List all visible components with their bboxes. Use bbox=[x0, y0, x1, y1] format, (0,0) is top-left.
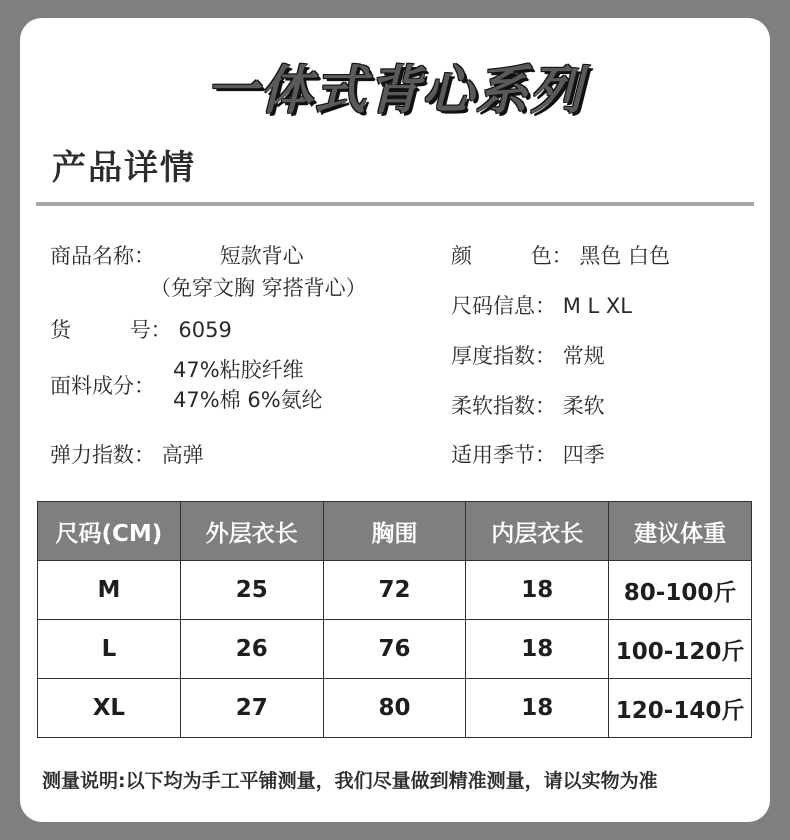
table-row bbox=[38, 679, 752, 738]
size-info-value: M L XL bbox=[562, 294, 632, 318]
season-value: 四季 bbox=[562, 443, 605, 467]
color-row bbox=[451, 240, 670, 270]
cell-bust: 72 bbox=[323, 561, 466, 620]
cell-weight: 80-100斤 bbox=[609, 561, 752, 620]
product-detail-card bbox=[20, 18, 770, 822]
elastic-value: 高弹 bbox=[161, 443, 204, 467]
cell-inner-length: 18 bbox=[466, 620, 609, 679]
cell-size: L bbox=[38, 620, 181, 679]
season-label: 适用季节： bbox=[451, 443, 556, 467]
cell-size: XL bbox=[38, 679, 181, 738]
season-row bbox=[451, 439, 605, 469]
softness-label: 柔软指数： bbox=[451, 394, 556, 418]
cell-outer-length: 25 bbox=[180, 561, 323, 620]
cell-bust: 76 bbox=[323, 620, 466, 679]
color-label-a: 颜 bbox=[451, 244, 472, 268]
elastic-row bbox=[50, 439, 204, 469]
table-row bbox=[38, 620, 752, 679]
cell-outer-length: 26 bbox=[180, 620, 323, 679]
fabric-line1: 47%粘胶纤维 bbox=[173, 358, 304, 382]
product-name-row bbox=[50, 240, 304, 270]
thickness-value: 常规 bbox=[562, 344, 605, 368]
sku-row bbox=[50, 314, 232, 344]
product-name-value: 短款背心 bbox=[219, 244, 304, 268]
sku-value: 6059 bbox=[178, 318, 232, 342]
product-name-sub: （免穿文胸 穿搭背心） bbox=[150, 276, 367, 300]
cell-weight: 100-120斤 bbox=[609, 620, 752, 679]
cell-outer-length: 27 bbox=[180, 679, 323, 738]
size-table-header-row bbox=[38, 502, 752, 561]
header-weight: 建议体重 bbox=[609, 502, 752, 561]
size-info-label: 尺码信息： bbox=[451, 294, 556, 318]
header-bust: 胸围 bbox=[323, 502, 466, 561]
color-label-b: 色： bbox=[530, 244, 573, 268]
thickness-row bbox=[451, 340, 605, 370]
size-table bbox=[37, 501, 752, 738]
cell-bust: 80 bbox=[323, 679, 466, 738]
cell-size: M bbox=[38, 561, 181, 620]
section-title: 产品详情 bbox=[52, 148, 196, 188]
elastic-label: 弹力指数： bbox=[50, 443, 155, 467]
color-value: 黑色 白色 bbox=[579, 244, 671, 268]
cell-inner-length: 18 bbox=[466, 561, 609, 620]
measurement-note: 测量说明:以下均为手工平铺测量，我们尽量做到精准测量，请以实物为准 bbox=[42, 770, 658, 792]
header-outer-length: 外层衣长 bbox=[180, 502, 323, 561]
header-size: 尺码(CM) bbox=[38, 502, 181, 561]
size-info-row bbox=[451, 290, 632, 320]
fabric-line2: 47%棉 6%氨纶 bbox=[173, 388, 323, 412]
softness-row bbox=[451, 390, 605, 420]
product-name-label: 商品名称： bbox=[50, 244, 155, 268]
thickness-label: 厚度指数： bbox=[451, 344, 556, 368]
softness-value: 柔软 bbox=[562, 394, 605, 418]
divider bbox=[36, 202, 754, 206]
fabric-label: 面料成分： bbox=[50, 374, 155, 398]
sku-label-b: 号： bbox=[129, 318, 172, 342]
banner-title: 一体式背心系列 bbox=[205, 61, 584, 121]
sku-label-a: 货 bbox=[50, 318, 71, 342]
header-inner-length: 内层衣长 bbox=[466, 502, 609, 561]
cell-inner-length: 18 bbox=[466, 679, 609, 738]
cell-weight: 120-140斤 bbox=[609, 679, 752, 738]
table-row bbox=[38, 561, 752, 620]
